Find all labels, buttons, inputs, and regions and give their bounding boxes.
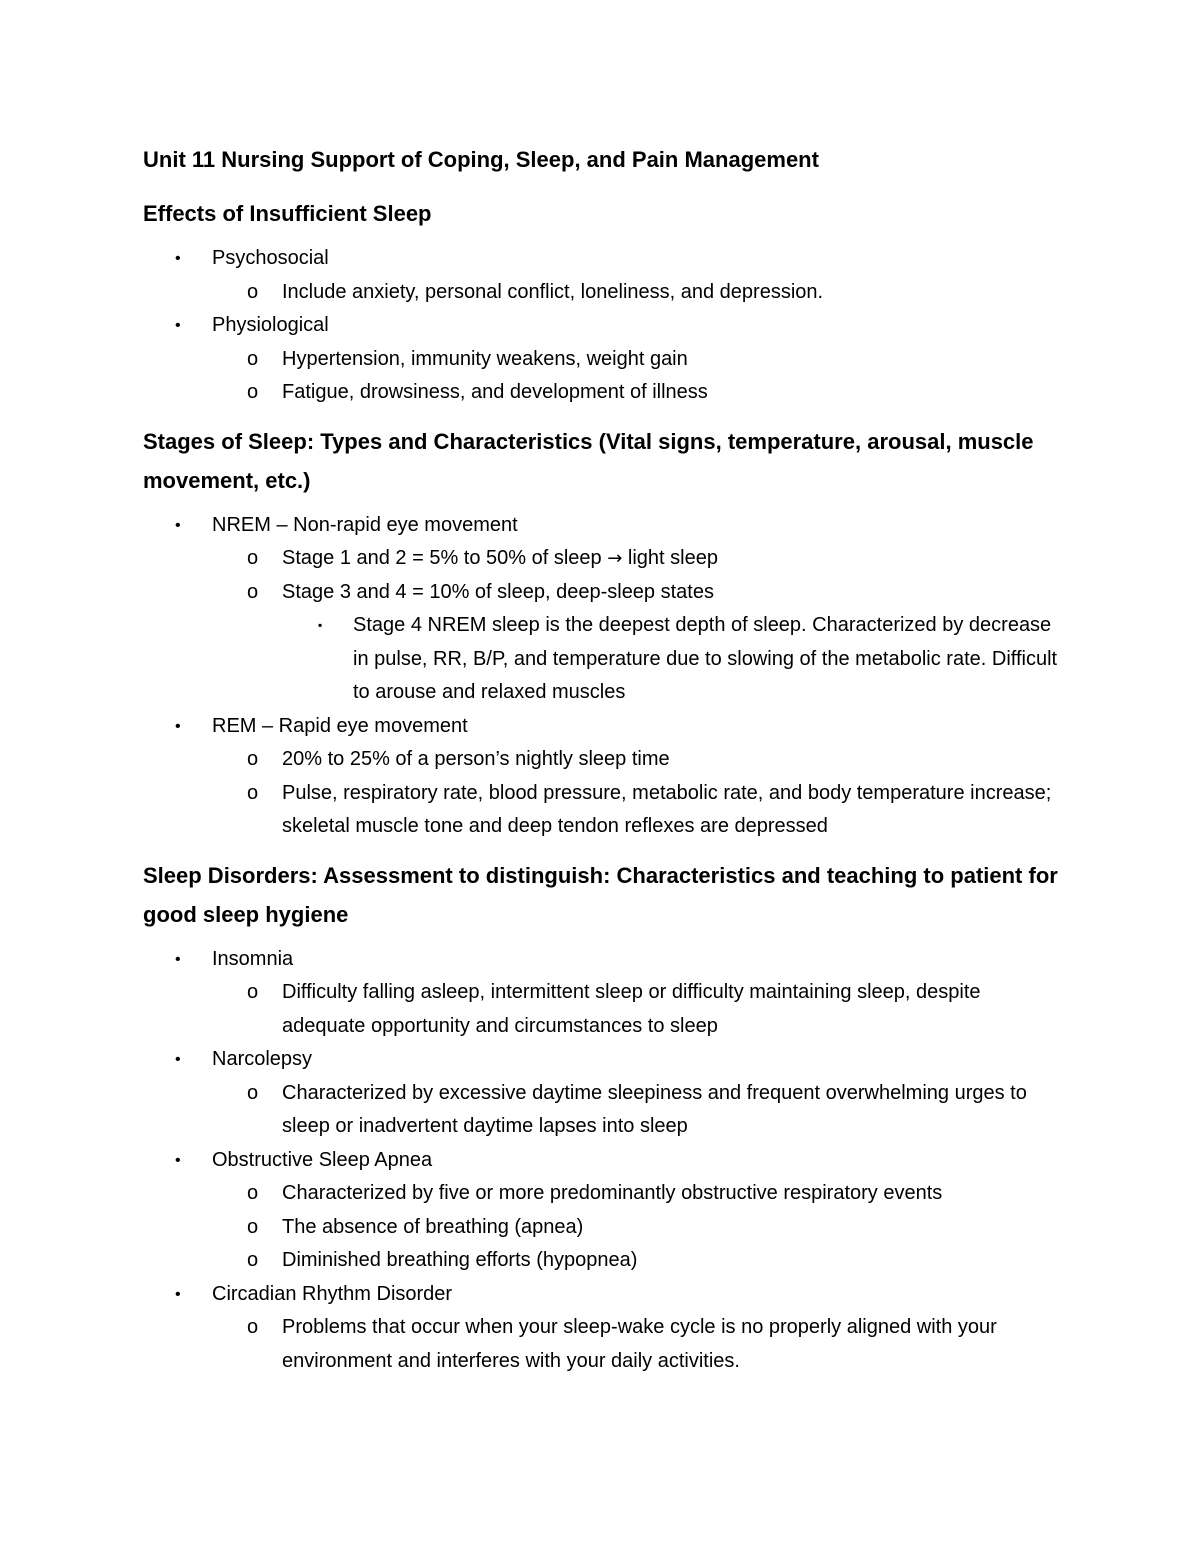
sub-list	[212, 1311, 1063, 1378]
section-heading-insufficient-sleep: Effects of Insufficient Sleep	[143, 201, 432, 226]
bullet-dot-icon: •	[175, 1285, 181, 1303]
sub-list-item	[211, 542, 1063, 576]
right-arrow-icon: →	[607, 548, 623, 569]
bullet-circle-icon: o	[247, 1249, 259, 1271]
sub-list	[212, 343, 1063, 410]
bullet-circle-icon: o	[247, 1081, 259, 1104]
bullet-circle-icon: o	[247, 580, 259, 603]
bullet-circle-icon: o	[247, 280, 259, 303]
sub-list-item	[211, 1244, 1063, 1278]
list-item-psychosocial	[143, 242, 1063, 309]
bullet-circle-icon: o	[247, 981, 259, 1003]
sub-list-item	[211, 1211, 1063, 1245]
bullet-circle-icon: o	[247, 381, 259, 403]
item-label: Insomnia	[212, 947, 294, 970]
item-label: REM – Rapid eye movement	[212, 714, 468, 737]
bullet-dot-icon: •	[175, 516, 181, 534]
sub-list	[212, 1177, 1063, 1278]
sub-list-item	[211, 576, 1063, 710]
section-heading-sleep-disorders: Sleep Disorders: Assessment to distinguish: Characteristics and teaching to patient for good sleep hygiene	[143, 862, 1058, 927]
item-text: Stage 4 NREM sleep is the deepest depth of sleep. Characterized by decrease in pulse, RR, B/P, and temperature due to slowing of the metabolic rate. Difficult to arouse and relaxed muscles	[353, 614, 1058, 703]
item-label: Psychosocial	[212, 247, 329, 269]
sub-list-item	[211, 376, 1063, 410]
bullet-circle-icon: o	[247, 547, 259, 569]
document-body	[143, 140, 1063, 1378]
bullet-square-icon: ▪	[318, 618, 323, 632]
item-label: Circadian Rhythm Disorder	[212, 1282, 453, 1305]
sub-sub-list-item	[282, 609, 1063, 710]
list-item-obstructive-sleep-apnea	[143, 1144, 1063, 1278]
sleep-disorders-list	[143, 943, 1063, 1379]
list-item-rem	[143, 710, 1063, 844]
item-label: Physiological	[212, 314, 329, 336]
sub-list-item	[211, 1311, 1063, 1378]
bullet-dot-icon: •	[175, 1051, 181, 1068]
list-item-circadian-rhythm-disorder	[143, 1278, 1063, 1379]
sub-list-item	[211, 743, 1063, 777]
stages-of-sleep-list	[143, 509, 1063, 844]
bullet-circle-icon: o	[247, 1316, 259, 1338]
item-label: Obstructive Sleep Apnea	[212, 1148, 433, 1171]
sub-list	[212, 542, 1063, 710]
sub-list	[212, 743, 1063, 844]
list-item-physiological	[143, 309, 1063, 410]
sub-sub-list	[282, 609, 1063, 710]
bullet-circle-icon: o	[247, 1215, 259, 1238]
sub-list-item	[211, 1077, 1063, 1144]
list-item-insomnia	[143, 943, 1063, 1044]
item-label: Narcolepsy	[212, 1048, 313, 1070]
sub-list-item	[211, 343, 1063, 377]
bullet-dot-icon: •	[175, 1151, 181, 1169]
bullet-circle-icon: o	[247, 1182, 259, 1204]
sub-list	[212, 276, 1063, 310]
item-text: Characterized by five or more predominantly obstructive respiratory events	[282, 1182, 943, 1204]
list-item-nrem	[143, 509, 1063, 710]
insufficient-sleep-list	[143, 242, 1063, 410]
bullet-dot-icon: •	[175, 250, 181, 267]
item-label: NREM – Non-rapid eye movement	[212, 513, 518, 536]
item-text: Fatigue, drowsiness, and development of illness	[282, 381, 708, 403]
bullet-dot-icon: •	[175, 317, 181, 334]
item-text: Problems that occur when your sleep-wake cycle is no properly aligned with your environment and interferes with your daily activities.	[282, 1316, 997, 1372]
item-text: The absence of breathing (apnea)	[282, 1215, 584, 1238]
item-text: 20% to 25% of a person’s nightly sleep time	[282, 748, 670, 770]
item-text: Hypertension, immunity weakens, weight gain	[282, 347, 688, 370]
item-text: Stage 1 and 2 = 5% to 50% of sleep	[282, 547, 602, 569]
item-text: Include anxiety, personal conflict, loneliness, and depression.	[282, 280, 824, 303]
sub-list-item	[211, 1177, 1063, 1211]
item-text: Pulse, respiratory rate, blood pressure, metabolic rate, and body temperature increase; skeletal muscle tone and deep tendon reflexes are depressed	[282, 781, 1052, 837]
bullet-circle-icon: o	[247, 748, 259, 770]
document-title: Unit 11 Nursing Support of Coping, Sleep, and Pain Management	[143, 147, 819, 172]
item-text: Difficulty falling asleep, intermittent sleep or difficulty maintaining sleep, despite adequate opportunity and circumstances to sleep	[282, 981, 981, 1037]
section-heading-stages-of-sleep: Stages of Sleep: Types and Characteristics (Vital signs, temperature, arousal, muscle movement, etc.)	[143, 428, 1034, 493]
item-text: Characterized by excessive daytime sleepiness and frequent overwhelming urges to sleep or inadvertent daytime lapses into sleep	[282, 1081, 1027, 1137]
sub-list-item	[211, 777, 1063, 844]
sub-list-item	[211, 976, 1063, 1043]
sub-list-item	[211, 276, 1063, 310]
sub-list	[212, 976, 1063, 1043]
item-text: light sleep	[627, 547, 718, 569]
item-text: Stage 3 and 4 = 10% of sleep, deep-sleep states	[282, 580, 714, 603]
bullet-circle-icon: o	[247, 347, 259, 370]
bullet-circle-icon: o	[247, 781, 259, 804]
bullet-dot-icon: •	[175, 950, 181, 968]
item-text: Diminished breathing efforts (hypopnea)	[282, 1249, 638, 1271]
sub-list	[212, 1077, 1063, 1144]
list-item-narcolepsy	[143, 1043, 1063, 1144]
bullet-dot-icon: •	[175, 717, 181, 735]
